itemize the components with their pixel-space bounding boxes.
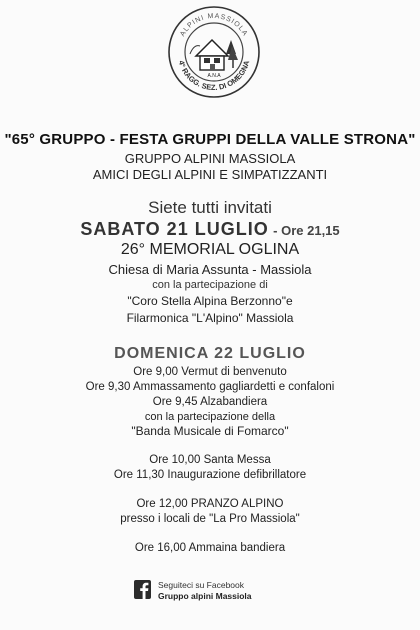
logo-badge: A.N.A xyxy=(207,73,221,79)
logo-bottom-text: 4° RAGG. SEZ. DI OMEGNA xyxy=(176,59,252,93)
schedule-item: Ore 9,00 Vermut di benvenuto xyxy=(133,366,287,378)
guest-choir: "Coro Stella Alpina Berzonno"e xyxy=(127,294,293,308)
saturday-heading xyxy=(0,219,420,240)
memorial-title: 26° MEMORIAL OGLINA xyxy=(120,241,300,258)
alpini-logo xyxy=(166,4,262,100)
sunday-date: DOMENICA 22 LUGLIO xyxy=(114,345,306,362)
festival-title: "65° GRUPPO - FESTA GRUPPI DELLA VALLE STRONA" xyxy=(4,131,416,148)
facebook-page-name: Gruppo alpini Massiola xyxy=(158,591,252,601)
logo-top-text: ALPINI MASSIOLA xyxy=(179,12,249,38)
saturday-time: - Ore 21,15 xyxy=(273,223,340,238)
facebook-block[interactable] xyxy=(134,578,294,604)
schedule-item: presso i locali de "La Pro Massiola" xyxy=(120,513,300,525)
schedule-item: Ore 9,45 Alzabandiera xyxy=(152,396,268,408)
schedule-item: Ore 11,30 Inaugurazione defibrillatore xyxy=(113,469,307,481)
svg-text:ALPINI MASSIOLA xyxy=(179,13,248,38)
saturday-date: SABATO 21 LUGLIO xyxy=(80,219,269,239)
facebook-icon xyxy=(134,580,151,599)
schedule-item: Ore 12,00 PRANZO ALPINO xyxy=(136,498,284,510)
schedule-item: con la partecipazione della xyxy=(144,411,276,423)
schedule-item: Ore 10,00 Santa Messa xyxy=(149,454,271,466)
participation-label: con la partecipazione di xyxy=(152,279,268,291)
schedule-item: Ore 16,00 Ammaina bandiera xyxy=(134,542,286,554)
invite-line: Siete tutti invitati xyxy=(148,198,272,217)
schedule-item: "Banda Musicale di Fomarco" xyxy=(131,424,289,438)
facebook-follow-text: Seguiteci su Facebook xyxy=(158,580,244,590)
guest-band: Filarmonica "L'Alpino" Massiola xyxy=(126,311,294,325)
friends-line: AMICI DEGLI ALPINI E SIMPATIZZANTI xyxy=(92,167,328,182)
church-location: Chiesa di Maria Assunta - Massiola xyxy=(108,262,312,277)
group-name: GRUPPO ALPINI MASSIOLA xyxy=(124,151,296,166)
schedule-item: Ore 9,30 Ammassamento gagliardetti e confaloni xyxy=(85,381,335,393)
